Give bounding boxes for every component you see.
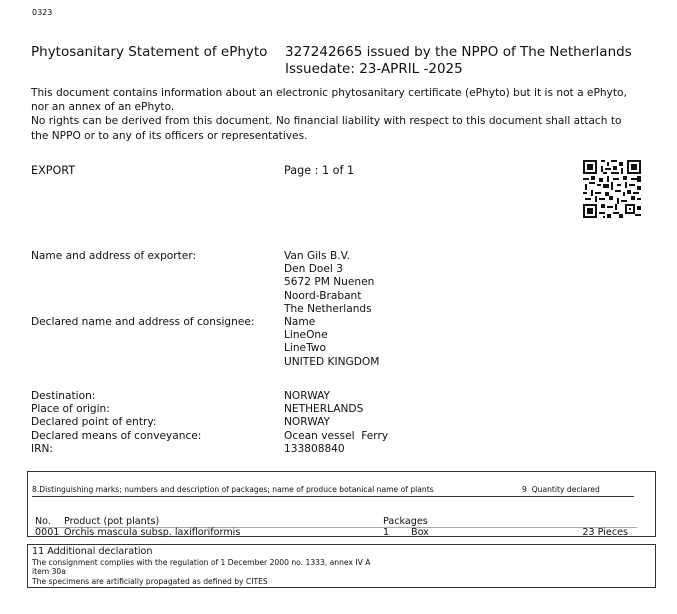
row-package-type: Box [411, 527, 429, 538]
consignee-country: UNITED KINGDOM [284, 355, 380, 368]
destination-label: Destination: [31, 390, 96, 402]
shipment-values [284, 390, 388, 456]
exporter-street: Den Doel 3 [284, 263, 343, 276]
exporter-label: Name and address of exporter: [31, 250, 197, 262]
additional-declaration-text [32, 558, 370, 586]
col-packages: Packages [383, 516, 428, 527]
shipment-labels [31, 390, 201, 456]
document-code: 0323 [32, 8, 53, 17]
conveyance-value: Ocean vessel Ferry [284, 429, 389, 442]
document-type: EXPORT [31, 164, 76, 177]
consignee-label: Declared name and address of consignee: [31, 316, 255, 328]
issue-date: Issuedate: 23-APRIL -2025 [285, 61, 463, 77]
col-no: No. [35, 516, 51, 527]
row-package-count: 1 [383, 527, 390, 538]
table-row [35, 527, 635, 538]
disclaimer-line: No rights can be derived from this document. No financial liability with respect to this document shall attach to [31, 115, 622, 128]
row-no: 0001 [35, 527, 60, 538]
irn-value: 133808840 [284, 442, 345, 455]
exporter-country: The Netherlands [284, 302, 372, 315]
quantity-declared-heading: 9 Quantity declared [522, 485, 600, 494]
disclaimer-line: nor an annex of an ePhyto. [31, 101, 175, 114]
disclaimer [31, 86, 627, 143]
exporter-city: 5672 PM Nuenen [284, 276, 375, 289]
section-8-box [27, 471, 656, 537]
section-8-header [32, 485, 634, 497]
origin-value: NETHERLANDS [284, 403, 364, 416]
declaration-line: The consignment complies with the regulation of 1 December 2000 no. 1333, annex IV A [32, 558, 371, 567]
exporter-name: Van Gils B.V. [284, 250, 350, 262]
origin-label: Place of origin: [31, 403, 110, 416]
consignee-line-two: LineTwo [284, 342, 326, 355]
page-indicator: Page : 1 of 1 [284, 164, 355, 177]
irn-label: IRN: [31, 442, 53, 455]
additional-declaration-title: 11 Additional declaration [32, 546, 153, 557]
certificate-number-line: 327242665 issued by the NPPO of The Netherlands [285, 44, 632, 60]
disclaimer-line: the NPPO or to any of its officers or representatives. [31, 129, 308, 142]
declaration-line: item 30a [32, 567, 66, 577]
col-product: Product (pot plants) [64, 516, 160, 527]
section-11-box [27, 544, 656, 588]
point-of-entry-label: Declared point of entry: [31, 416, 157, 429]
row-product: Orchis mascula subsp. laxifloriformis [64, 527, 241, 538]
destination-value: NORWAY [284, 390, 330, 402]
certificate-header [285, 44, 632, 78]
document-title: Phytosanitary Statement of ePhyto [31, 44, 268, 60]
exporter-address [284, 250, 374, 316]
conveyance-label: Declared means of conveyance: [31, 429, 202, 442]
row-quantity: 23 Pieces [582, 527, 628, 538]
exporter-province: Noord-Brabant [284, 289, 362, 302]
section-8-heading: 8.Distinguishing marks; numbers and description of packages; name of produce botanical name of plants [32, 485, 434, 494]
consignee-name: Name [284, 316, 316, 328]
point-of-entry-value: NORWAY [284, 416, 330, 429]
consignee-address [284, 316, 379, 369]
consignee-line-one: LineOne [284, 329, 328, 342]
declaration-line: The specimens are artificially propagated as defined by CITES [32, 576, 268, 586]
disclaimer-line: This document contains information about an electronic phytosanitary certificate (ePhyto) but it is not a ePhyto, [31, 87, 627, 99]
qr-code-icon [581, 158, 643, 220]
